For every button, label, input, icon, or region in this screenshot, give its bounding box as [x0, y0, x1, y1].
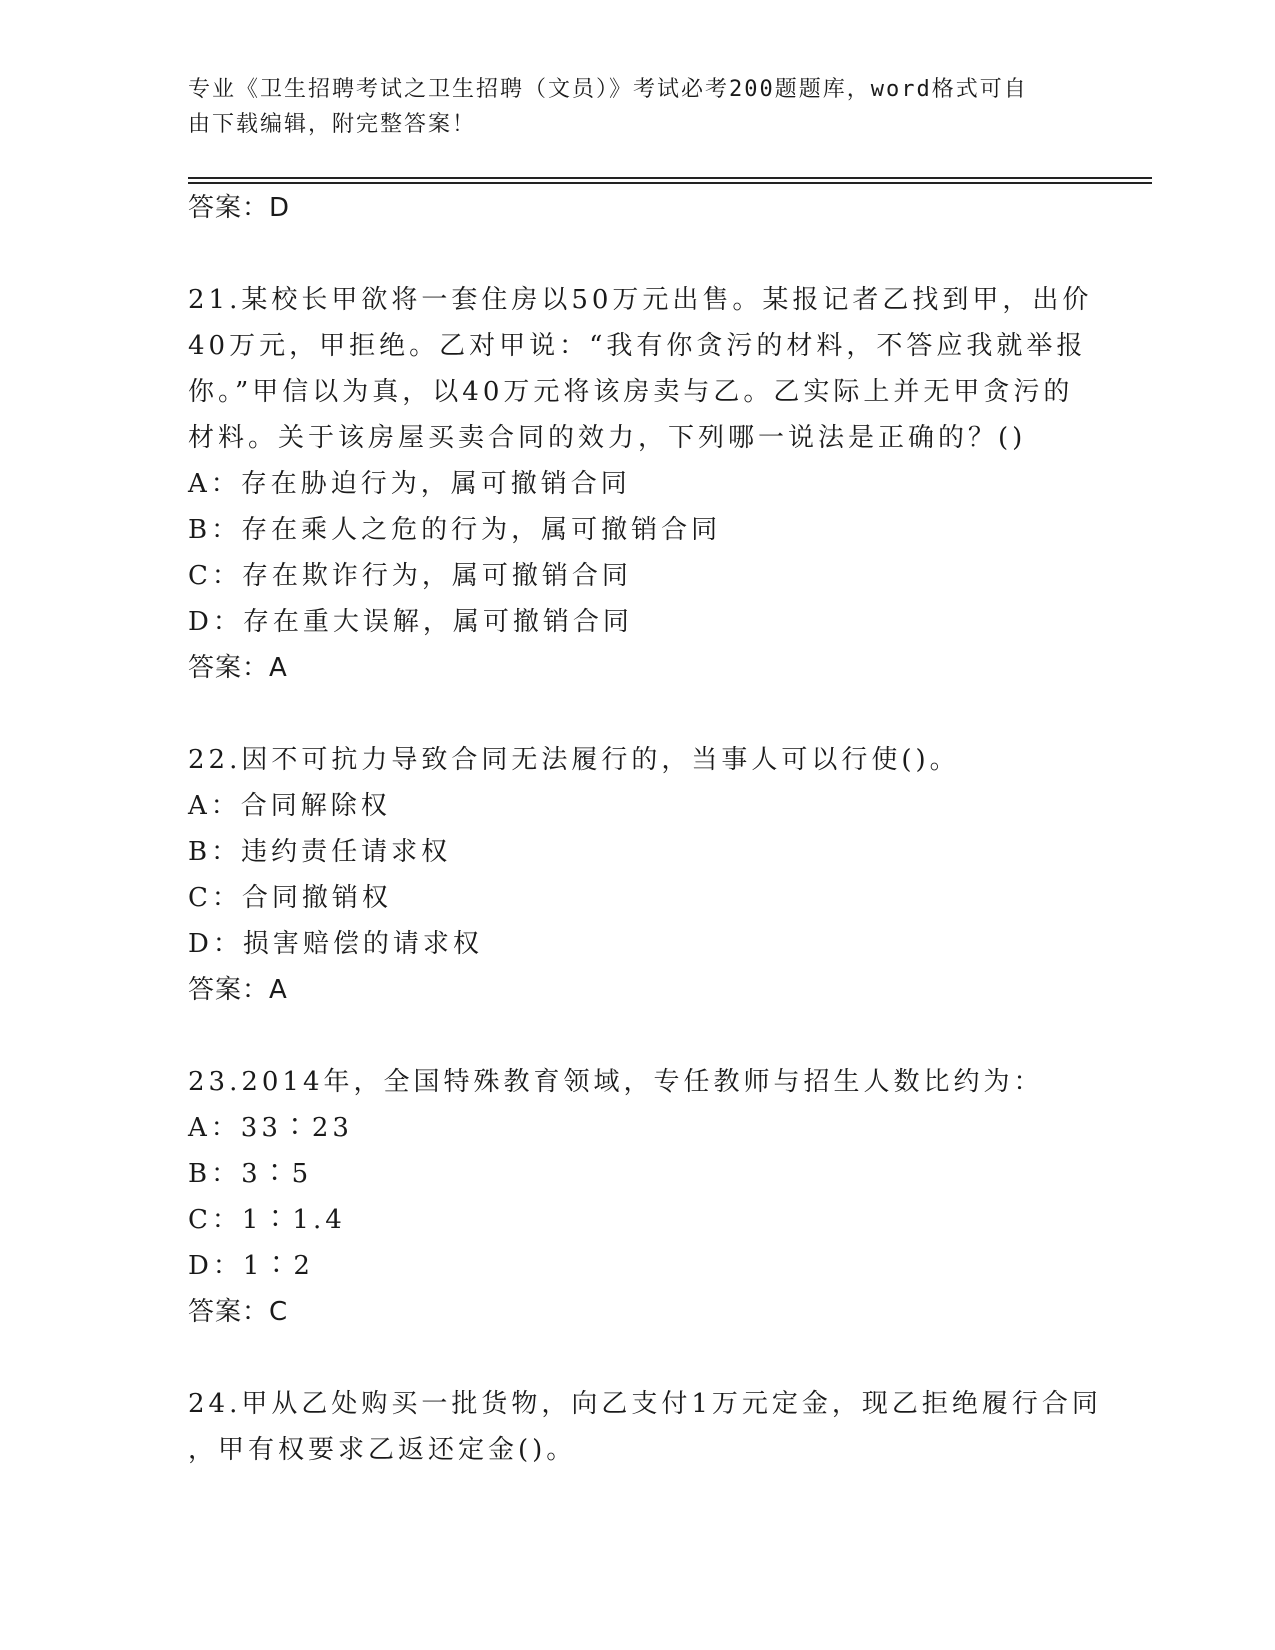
option-d: D：损害赔偿的请求权 — [188, 929, 483, 959]
header-line-1: 专业《卫生招聘考试之卫生招聘（文员）》考试必考200题题库，word格式可自 — [188, 77, 1028, 102]
document-header — [188, 72, 1068, 142]
header-line-2: 由下载编辑，附完整答案！ — [188, 112, 477, 137]
spacer — [188, 1335, 1088, 1381]
question-text-line: 22.因不可抗力导致合同无法履行的，当事人可以行使()。 — [188, 745, 960, 775]
header-divider-bottom — [188, 182, 1152, 184]
question-text-line: 材料。关于该房屋买卖合同的效力，下列哪一说法是正确的？() — [188, 423, 1027, 453]
question-text-line: 21.某校长甲欲将一套住房以50万元出售。某报记者乙找到甲，出价 — [188, 285, 1093, 315]
spacer — [188, 231, 1088, 277]
question-text-line: 40万元，甲拒绝。乙对甲说：“我有你贪污的材料，不答应我就举报 — [188, 331, 1087, 361]
question-text-line: 你。”甲信以为真，以40万元将该房卖与乙。乙实际上并无甲贪污的 — [188, 377, 1074, 407]
option-c: C：1∶1.4 — [188, 1205, 346, 1235]
option-c: C：合同撤销权 — [188, 883, 392, 913]
option-a: A：合同解除权 — [188, 791, 391, 821]
option-b: B：3∶5 — [188, 1159, 313, 1189]
option-c: C：存在欺诈行为，属可撤销合同 — [188, 561, 632, 591]
question-24 — [188, 1381, 1102, 1473]
question-text-line: 23.2014年，全国特殊教育领域，专任教师与招生人数比约为： — [188, 1067, 1044, 1097]
header-divider-top — [188, 177, 1152, 179]
option-b: B：违约责任请求权 — [188, 837, 452, 867]
question-text-line: ，甲有权要求乙返还定金()。 — [188, 1435, 577, 1465]
question-list — [188, 185, 1102, 1473]
previous-answer: 答案：D — [188, 193, 291, 223]
spacer — [188, 691, 1088, 737]
spacer — [188, 1013, 1088, 1059]
answer: 答案：A — [188, 975, 288, 1005]
question-text-line: 24.甲从乙处购买一批货物，向乙支付1万元定金，现乙拒绝履行合同 — [188, 1389, 1102, 1419]
question-21 — [188, 277, 1093, 691]
option-d: D：存在重大误解，属可撤销合同 — [188, 607, 633, 637]
question-23 — [188, 1059, 1088, 1335]
answer: 答案：A — [188, 653, 288, 683]
option-a: A：33∶23 — [188, 1113, 353, 1143]
option-d: D：1∶2 — [188, 1251, 314, 1281]
option-b: B：存在乘人之危的行为，属可撤销合同 — [188, 515, 722, 545]
answer: 答案：C — [188, 1297, 289, 1327]
question-22 — [188, 737, 1088, 1013]
option-a: A：存在胁迫行为，属可撤销合同 — [188, 469, 631, 499]
